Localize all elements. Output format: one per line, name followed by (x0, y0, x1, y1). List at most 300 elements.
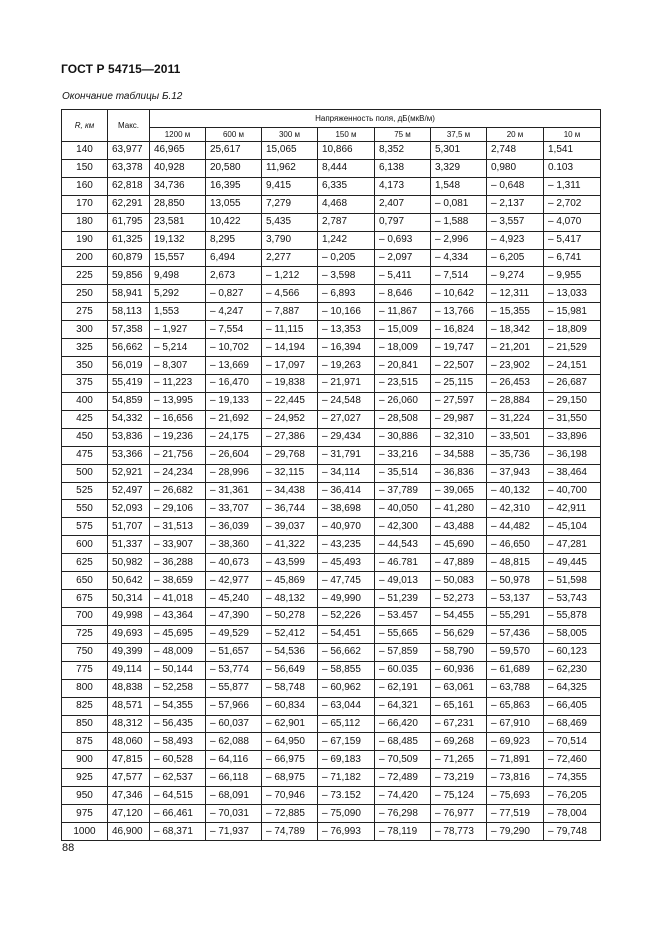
table-row (62, 536, 601, 554)
value-cell: – 66,405 (544, 697, 601, 715)
value-cell: – 47,745 (318, 572, 375, 590)
distance-cell: 475 (62, 446, 108, 464)
max-value-cell: 49,998 (108, 607, 150, 625)
value-cell: – 47,281 (544, 536, 601, 554)
max-value-cell: 54,859 (108, 392, 150, 410)
value-cell: – 74,420 (375, 787, 431, 805)
value-cell: – 33,216 (375, 446, 431, 464)
value-cell: 2,277 (262, 249, 318, 267)
table-row (62, 590, 601, 608)
max-value-cell: 51,337 (108, 536, 150, 554)
value-cell: – 0,648 (487, 177, 544, 195)
value-cell: – 11,223 (150, 374, 206, 392)
max-value-cell: 50,982 (108, 554, 150, 572)
max-value-cell: 57,358 (108, 321, 150, 339)
distance-cell: 170 (62, 195, 108, 213)
value-cell: – 75,693 (487, 787, 544, 805)
value-cell: – 7,887 (262, 303, 318, 321)
col-header-height: 75 м (375, 128, 431, 142)
col-header-r: R, км (62, 110, 108, 142)
col-header-height: 1200 м (150, 128, 206, 142)
max-value-cell: 59,856 (108, 267, 150, 285)
table-row (62, 751, 601, 769)
distance-cell: 190 (62, 231, 108, 249)
distance-cell: 975 (62, 805, 108, 823)
value-cell: – 45,695 (150, 625, 206, 643)
value-cell: 8,352 (375, 142, 431, 160)
col-header-max: Макс. (108, 110, 150, 142)
value-cell: – 38,464 (544, 464, 601, 482)
col-header-height: 150 м (318, 128, 375, 142)
value-cell: – 0,827 (206, 285, 262, 303)
value-cell: – 61,689 (487, 661, 544, 679)
distance-cell: 775 (62, 661, 108, 679)
value-cell: – 34,438 (262, 482, 318, 500)
value-cell: – 20,841 (375, 357, 431, 375)
table-row (62, 231, 601, 249)
col-header-height: 10 м (544, 128, 601, 142)
value-cell: 15,557 (150, 249, 206, 267)
distance-cell: 375 (62, 374, 108, 392)
value-cell: – 65,161 (431, 697, 487, 715)
value-cell: 2,787 (318, 213, 375, 231)
value-cell: – 45,493 (318, 554, 375, 572)
value-cell: – 13,353 (318, 321, 375, 339)
value-cell: 1,541 (544, 142, 601, 160)
value-cell: 23,581 (150, 213, 206, 231)
distance-cell: 140 (62, 142, 108, 160)
value-cell: – 5,417 (544, 231, 601, 249)
value-cell: – 3,557 (487, 213, 544, 231)
value-cell: – 40,673 (206, 554, 262, 572)
distance-cell: 650 (62, 572, 108, 590)
value-cell: – 47,390 (206, 607, 262, 625)
value-cell: – 24,234 (150, 464, 206, 482)
table-row (62, 142, 601, 160)
value-cell: – 55,665 (375, 625, 431, 643)
value-cell: – 35,514 (375, 464, 431, 482)
value-cell: – 4,247 (206, 303, 262, 321)
value-cell: 8,444 (318, 159, 375, 177)
value-cell: – 63,788 (487, 679, 544, 697)
value-cell: – 45,690 (431, 536, 487, 554)
value-cell: – 36,039 (206, 518, 262, 536)
value-cell: – 60,037 (206, 715, 262, 733)
max-value-cell: 63,977 (108, 142, 150, 160)
value-cell: – 11,867 (375, 303, 431, 321)
value-cell: – 49,529 (206, 625, 262, 643)
value-cell: – 9,955 (544, 267, 601, 285)
value-cell: – 52,412 (262, 625, 318, 643)
value-cell: 3,329 (431, 159, 487, 177)
value-cell: – 57,966 (206, 697, 262, 715)
value-cell: – 67,159 (318, 733, 375, 751)
table-row (62, 446, 601, 464)
value-cell: – 70,509 (375, 751, 431, 769)
max-value-cell: 49,399 (108, 643, 150, 661)
distance-cell: 600 (62, 536, 108, 554)
value-cell: 46,965 (150, 142, 206, 160)
value-cell: – 12,311 (487, 285, 544, 303)
table-row (62, 249, 601, 267)
value-cell: – 72,489 (375, 769, 431, 787)
value-cell: – 58,493 (150, 733, 206, 751)
value-cell: – 54,451 (318, 625, 375, 643)
value-cell: – 24,151 (544, 357, 601, 375)
value-cell: – 60,528 (150, 751, 206, 769)
value-cell: 5,301 (431, 142, 487, 160)
value-cell: – 75,124 (431, 787, 487, 805)
col-header-group: Напряженность поля, дБ(мкВ/м) (150, 110, 601, 128)
value-cell: – 76,298 (375, 805, 431, 823)
value-cell: – 50,144 (150, 661, 206, 679)
value-cell: – 63,061 (431, 679, 487, 697)
value-cell: – 2,097 (375, 249, 431, 267)
value-cell: – 27,386 (262, 428, 318, 446)
value-cell: – 58,005 (544, 625, 601, 643)
value-cell: – 40,132 (487, 482, 544, 500)
value-cell: – 48,009 (150, 643, 206, 661)
value-cell: – 7,554 (206, 321, 262, 339)
table-row (62, 769, 601, 787)
value-cell: – 60,834 (262, 697, 318, 715)
value-cell: 10,866 (318, 142, 375, 160)
value-cell: – 64,321 (375, 697, 431, 715)
value-cell: – 51,657 (206, 643, 262, 661)
table-row (62, 805, 601, 823)
max-value-cell: 47,120 (108, 805, 150, 823)
distance-cell: 450 (62, 428, 108, 446)
value-cell: – 43,488 (431, 518, 487, 536)
value-cell: – 42,300 (375, 518, 431, 536)
value-cell: – 23,515 (375, 374, 431, 392)
value-cell: – 71,182 (318, 769, 375, 787)
value-cell: – 38,659 (150, 572, 206, 590)
table-row (62, 464, 601, 482)
table-caption: Окончание таблицы Б.12 (62, 91, 183, 102)
table-row (62, 428, 601, 446)
distance-cell: 150 (62, 159, 108, 177)
table-row (62, 267, 601, 285)
distance-cell: 850 (62, 715, 108, 733)
max-value-cell: 56,019 (108, 357, 150, 375)
max-value-cell: 58,113 (108, 303, 150, 321)
value-cell: – 56,662 (318, 643, 375, 661)
max-value-cell: 55,419 (108, 374, 150, 392)
value-cell: – 11,115 (262, 321, 318, 339)
value-cell: – 64,515 (150, 787, 206, 805)
table-row (62, 410, 601, 428)
value-cell: – 74,789 (262, 823, 318, 841)
table-row (62, 554, 601, 572)
distance-cell: 575 (62, 518, 108, 536)
value-cell: – 19,133 (206, 392, 262, 410)
value-cell: – 40,050 (375, 500, 431, 518)
max-value-cell: 56,662 (108, 339, 150, 357)
value-cell: – 27,597 (431, 392, 487, 410)
value-cell: – 15,981 (544, 303, 601, 321)
value-cell: – 63,044 (318, 697, 375, 715)
table-row (62, 679, 601, 697)
table-row (62, 697, 601, 715)
value-cell: – 26,687 (544, 374, 601, 392)
value-cell: – 2,137 (487, 195, 544, 213)
value-cell: – 46,650 (487, 536, 544, 554)
max-value-cell: 53,366 (108, 446, 150, 464)
value-cell: – 42,310 (487, 500, 544, 518)
value-cell: – 41,018 (150, 590, 206, 608)
value-cell: – 8,307 (150, 357, 206, 375)
value-cell: – 59,570 (487, 643, 544, 661)
value-cell: – 13,669 (206, 357, 262, 375)
value-cell: – 26,060 (375, 392, 431, 410)
table-row (62, 661, 601, 679)
value-cell: – 54,455 (431, 607, 487, 625)
value-cell: – 26,604 (206, 446, 262, 464)
value-cell: – 36,836 (431, 464, 487, 482)
value-cell: 10,422 (206, 213, 262, 231)
value-cell: – 51,598 (544, 572, 601, 590)
value-cell: – 43,235 (318, 536, 375, 554)
value-cell: – 54,355 (150, 697, 206, 715)
value-cell: – 22,445 (262, 392, 318, 410)
value-cell: – 53,743 (544, 590, 601, 608)
value-cell: – 5,214 (150, 339, 206, 357)
value-cell: – 13,033 (544, 285, 601, 303)
value-cell: – 78,119 (375, 823, 431, 841)
value-cell: – 34,114 (318, 464, 375, 482)
value-cell: – 39,065 (431, 482, 487, 500)
value-cell: – 70,514 (544, 733, 601, 751)
value-cell: – 37,943 (487, 464, 544, 482)
value-cell: – 0,693 (375, 231, 431, 249)
value-cell: – 62,901 (262, 715, 318, 733)
value-cell: – 62,230 (544, 661, 601, 679)
value-cell: – 62,088 (206, 733, 262, 751)
distance-cell: 875 (62, 733, 108, 751)
value-cell: 2,748 (487, 142, 544, 160)
value-cell: – 62,537 (150, 769, 206, 787)
distance-cell: 325 (62, 339, 108, 357)
value-cell: 4,468 (318, 195, 375, 213)
table-row (62, 339, 601, 357)
page-number: 88 (62, 842, 75, 854)
value-cell: – 49,445 (544, 554, 601, 572)
value-cell: – 32,115 (262, 464, 318, 482)
max-value-cell: 52,093 (108, 500, 150, 518)
value-cell: – 74,355 (544, 769, 601, 787)
value-cell: – 17,097 (262, 357, 318, 375)
distance-cell: 675 (62, 590, 108, 608)
distance-cell: 400 (62, 392, 108, 410)
value-cell: – 38,698 (318, 500, 375, 518)
value-cell: – 25,115 (431, 374, 487, 392)
distance-cell: 925 (62, 769, 108, 787)
value-cell: – 6,741 (544, 249, 601, 267)
distance-cell: 725 (62, 625, 108, 643)
value-cell: – 58,855 (318, 661, 375, 679)
distance-cell: 750 (62, 643, 108, 661)
value-cell: – 58,748 (262, 679, 318, 697)
value-cell: – 71,891 (487, 751, 544, 769)
value-cell: – 28,996 (206, 464, 262, 482)
value-cell: – 75,090 (318, 805, 375, 823)
value-cell: – 10,702 (206, 339, 262, 357)
value-cell: – 9,274 (487, 267, 544, 285)
value-cell: – 49,013 (375, 572, 431, 590)
value-cell: – 4,334 (431, 249, 487, 267)
value-cell: – 43,364 (150, 607, 206, 625)
col-header-height: 37,5 м (431, 128, 487, 142)
value-cell: – 21,529 (544, 339, 601, 357)
value-cell: – 15,355 (487, 303, 544, 321)
table-row (62, 787, 601, 805)
value-cell: – 42,911 (544, 500, 601, 518)
value-cell: – 48,132 (262, 590, 318, 608)
value-cell: – 21,971 (318, 374, 375, 392)
value-cell: – 10,642 (431, 285, 487, 303)
distance-cell: 300 (62, 321, 108, 339)
value-cell: – 69,183 (318, 751, 375, 769)
value-cell: – 32,310 (431, 428, 487, 446)
value-cell: 28,850 (150, 195, 206, 213)
distance-cell: 950 (62, 787, 108, 805)
value-cell: – 14,194 (262, 339, 318, 357)
value-cell: – 69,923 (487, 733, 544, 751)
value-cell: – 50,278 (262, 607, 318, 625)
max-value-cell: 50,314 (108, 590, 150, 608)
value-cell: – 1,212 (262, 267, 318, 285)
value-cell: – 5,411 (375, 267, 431, 285)
distance-cell: 160 (62, 177, 108, 195)
value-cell: – 4,070 (544, 213, 601, 231)
value-cell: 2,407 (375, 195, 431, 213)
table-row (62, 482, 601, 500)
value-cell: 0,797 (375, 213, 431, 231)
table-row (62, 213, 601, 231)
value-cell: – 24,548 (318, 392, 375, 410)
distance-cell: 350 (62, 357, 108, 375)
value-cell: – 2,996 (431, 231, 487, 249)
value-cell: 6,335 (318, 177, 375, 195)
table-row (62, 177, 601, 195)
col-header-height: 600 м (206, 128, 262, 142)
value-cell: – 40,970 (318, 518, 375, 536)
value-cell: – 44,543 (375, 536, 431, 554)
max-value-cell: 51,707 (108, 518, 150, 536)
value-cell: – 0,205 (318, 249, 375, 267)
value-cell: – 52,226 (318, 607, 375, 625)
value-cell: 9,415 (262, 177, 318, 195)
distance-cell: 825 (62, 697, 108, 715)
max-value-cell: 49,114 (108, 661, 150, 679)
max-value-cell: 47,577 (108, 769, 150, 787)
value-cell: 2,673 (206, 267, 262, 285)
max-value-cell: 53,836 (108, 428, 150, 446)
value-cell: – 69,268 (431, 733, 487, 751)
distance-cell: 225 (62, 267, 108, 285)
value-cell: 9,498 (150, 267, 206, 285)
table-row (62, 159, 601, 177)
max-value-cell: 52,497 (108, 482, 150, 500)
distance-cell: 500 (62, 464, 108, 482)
value-cell: 19,132 (150, 231, 206, 249)
value-cell: 25,617 (206, 142, 262, 160)
value-cell: – 43,599 (262, 554, 318, 572)
value-cell: – 64,325 (544, 679, 601, 697)
value-cell: – 46.781 (375, 554, 431, 572)
value-cell: – 40,700 (544, 482, 601, 500)
value-cell: – 62,191 (375, 679, 431, 697)
value-cell: 13,055 (206, 195, 262, 213)
value-cell: 8,295 (206, 231, 262, 249)
value-cell: – 54,536 (262, 643, 318, 661)
value-cell: – 34,588 (431, 446, 487, 464)
value-cell: – 10,166 (318, 303, 375, 321)
value-cell: – 16,656 (150, 410, 206, 428)
value-cell: – 56,435 (150, 715, 206, 733)
value-cell: – 36,288 (150, 554, 206, 572)
value-cell: 15,065 (262, 142, 318, 160)
value-cell: – 57,436 (487, 625, 544, 643)
value-cell: – 76,993 (318, 823, 375, 841)
value-cell: 40,928 (150, 159, 206, 177)
table-row (62, 500, 601, 518)
value-cell: – 66,118 (206, 769, 262, 787)
value-cell: – 29,434 (318, 428, 375, 446)
value-cell: – 76,205 (544, 787, 601, 805)
value-cell: – 4,566 (262, 285, 318, 303)
max-value-cell: 61,795 (108, 213, 150, 231)
value-cell: – 68,485 (375, 733, 431, 751)
value-cell: – 68,469 (544, 715, 601, 733)
value-cell: – 18,342 (487, 321, 544, 339)
value-cell: – 78,004 (544, 805, 601, 823)
value-cell: – 33,707 (206, 500, 262, 518)
value-cell: – 67,231 (431, 715, 487, 733)
table-row (62, 285, 601, 303)
value-cell: – 73,219 (431, 769, 487, 787)
value-cell: – 68,975 (262, 769, 318, 787)
table-row (62, 357, 601, 375)
value-cell: – 18,009 (375, 339, 431, 357)
value-cell: – 21,201 (487, 339, 544, 357)
value-cell: – 71,937 (206, 823, 262, 841)
value-cell: – 66,461 (150, 805, 206, 823)
value-cell: – 3,598 (318, 267, 375, 285)
distance-cell: 800 (62, 679, 108, 697)
value-cell: 11,962 (262, 159, 318, 177)
value-cell: – 60,936 (431, 661, 487, 679)
value-cell: – 53,137 (487, 590, 544, 608)
max-value-cell: 49,693 (108, 625, 150, 643)
value-cell: – 64,950 (262, 733, 318, 751)
value-cell: – 29,987 (431, 410, 487, 428)
value-cell: – 27,027 (318, 410, 375, 428)
value-cell: – 4,923 (487, 231, 544, 249)
col-header-height: 300 м (262, 128, 318, 142)
max-value-cell: 63,378 (108, 159, 150, 177)
table-row (62, 715, 601, 733)
value-cell: – 41,280 (431, 500, 487, 518)
value-cell: – 26,682 (150, 482, 206, 500)
value-cell: – 36,414 (318, 482, 375, 500)
value-cell: – 68,091 (206, 787, 262, 805)
table-row (62, 321, 601, 339)
value-cell: – 1,311 (544, 177, 601, 195)
value-cell: 1,548 (431, 177, 487, 195)
distance-cell: 250 (62, 285, 108, 303)
